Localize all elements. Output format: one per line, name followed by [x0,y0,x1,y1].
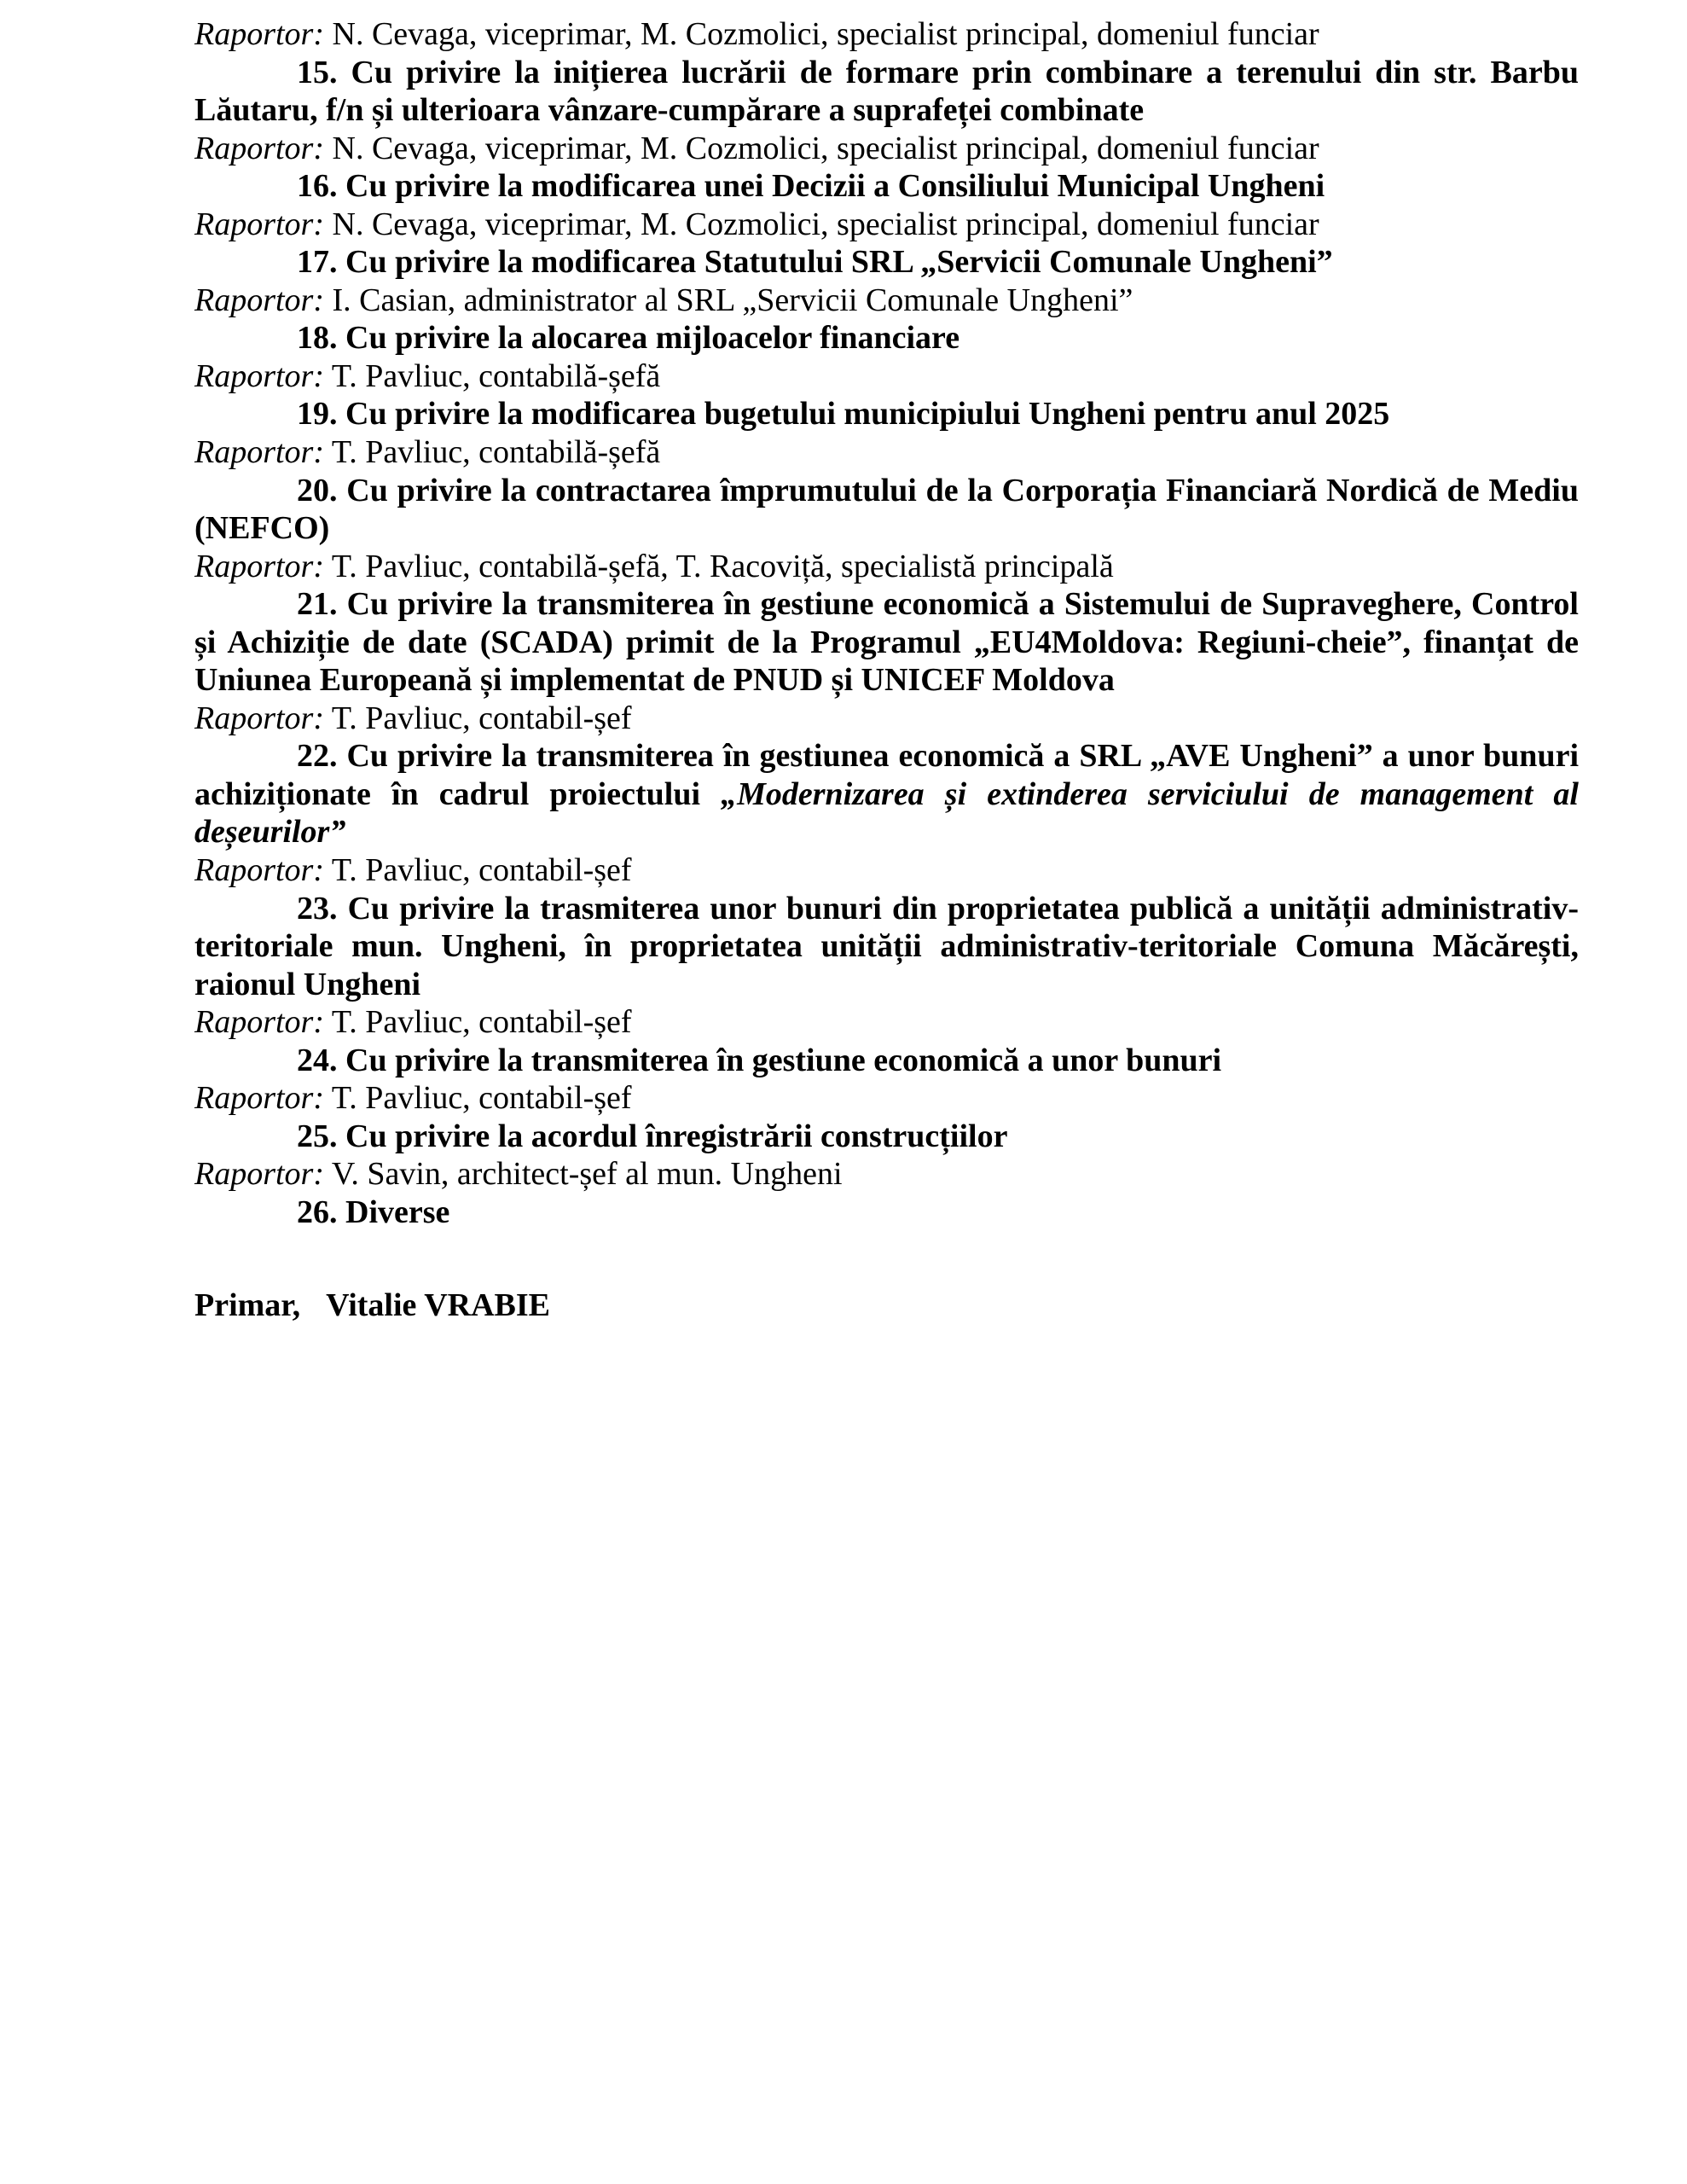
agenda-item-text: 22. Cu privire la transmiterea în gestiunea economică a SRL „AVE Ungheni” a unor bunuri achiziționate în cadrul proiectului [194,738,1579,812]
agenda-item-text: 24. Cu privire la transmiterea în gestiune economică a unor bunuri [297,1042,1222,1078]
agenda-item-text: 17. Cu privire la modificarea Statutului SRL „Servicii Comunale Ungheni” [297,244,1333,281]
agenda-item-26 [194,1194,1579,1232]
agenda-item-18 [194,319,1579,357]
agenda-item-text: 26. Diverse [297,1194,450,1230]
agenda-item-text: 18. Cu privire la alocarea mijloacelor financiare [297,320,960,357]
raportor-label: Raportor: [194,434,324,471]
signature-role: Primar, [194,1287,301,1323]
raportor-text: T. Pavliuc, contabil-șef [324,1004,632,1041]
signature-name: Vitalie VRABIE [326,1287,551,1323]
raportor-line [194,357,1579,396]
raportor-text: T. Pavliuc, contabil-șef [324,700,632,736]
raportor-line [194,1155,1579,1194]
agenda-item-text: 16. Cu privire la modificarea unei Decizii a Consiliului Municipal Ungheni [297,168,1325,205]
raportor-label: Raportor: [194,852,324,889]
raportor-label: Raportor: [194,206,324,242]
raportor-label: Raportor: [194,1080,324,1117]
agenda-item-text: 20. Cu privire la contractarea împrumutului de la Corporația Financiară Nordică de Mediu (NEFCO) [194,472,1579,547]
raportor-text: T. Pavliuc, contabil-șef [324,1080,632,1117]
raportor-line [194,15,1579,54]
agenda-item-15 [194,54,1579,130]
agenda-item-20 [194,472,1579,548]
agenda-item-23 [194,890,1579,1004]
agenda-item-21 [194,585,1579,700]
raportor-text: N. Cevaga, viceprimar, M. Cozmolici, specialist principal, domeniul funciar [324,130,1319,166]
raportor-label: Raportor: [194,1004,324,1041]
raportor-text: N. Cevaga, viceprimar, M. Cozmolici, specialist principal, domeniul funciar [324,206,1319,242]
raportor-text: T. Pavliuc, contabil-șef [324,852,632,889]
agenda-item-25 [194,1118,1579,1156]
agenda-item-text: 21. Cu privire la transmiterea în gestiune economică a Sistemului de Supraveghere, Control și Achiziție de date (SCADA) primit de la Programul „EU4Moldova: Regiuni-cheie”, finanțat de Uniunea Europeană și implementat de PNUD și UNICEF Moldova [194,586,1579,699]
raportor-line [194,282,1579,320]
raportor-text: T. Pavliuc, contabilă-șefă, T. Racoviță, specialistă principală [324,548,1114,584]
agenda-item-text: 23. Cu privire la trasmiterea unor bunuri din proprietatea publică a unității administrativ-teritoriale mun. Ungheni, în proprietatea unității administrativ-teritoriale Comuna Măcărești, raionul Ungheni [194,890,1579,1002]
raportor-line [194,851,1579,890]
raportor-text: V. Savin, architect-șef al mun. Ungheni [324,1156,843,1193]
raportor-label: Raportor: [194,282,324,318]
raportor-line [194,433,1579,472]
raportor-text: N. Cevaga, viceprimar, M. Cozmolici, specialist principal, domeniul funciar [324,16,1319,52]
raportor-line [194,206,1579,244]
signature-line [194,1287,1579,1325]
raportor-line [194,1079,1579,1118]
agenda-item-19 [194,395,1579,433]
raportor-label: Raportor: [194,700,324,736]
agenda-item-text: 19. Cu privire la modificarea bugetului municipiului Ungheni pentru anul 2025 [297,396,1390,433]
raportor-label: Raportor: [194,1156,324,1193]
agenda-item-24 [194,1042,1579,1080]
agenda-item-16 [194,167,1579,206]
agenda-item-22 [194,737,1579,851]
raportor-line [194,548,1579,586]
agenda-item-17 [194,243,1579,282]
raportor-line [194,130,1579,168]
raportor-line [194,1003,1579,1042]
raportor-text: I. Casian, administrator al SRL „Servicii Comunale Ungheni” [324,282,1133,318]
raportor-text: T. Pavliuc, contabilă-șefă [324,357,661,394]
agenda-item-text: 15. Cu privire la inițierea lucrării de formare prin combinare a terenului din str. Barbu Lăutaru, f/n și ulterioara vânzare-cumpărare a suprafeței combinate [194,54,1579,129]
raportor-text: T. Pavliuc, contabilă-șefă [324,434,661,471]
raportor-label: Raportor: [194,357,324,394]
raportor-label: Raportor: [194,548,324,584]
raportor-line [194,700,1579,738]
agenda-item-project-title-italic: „Modernizarea și extinderea serviciului de management al deșeurilor” [194,775,1579,851]
raportor-label: Raportor: [194,16,324,52]
agenda-item-text: 25. Cu privire la acordul înregistrării construcțiilor [297,1118,1008,1154]
raportor-label: Raportor: [194,130,324,166]
